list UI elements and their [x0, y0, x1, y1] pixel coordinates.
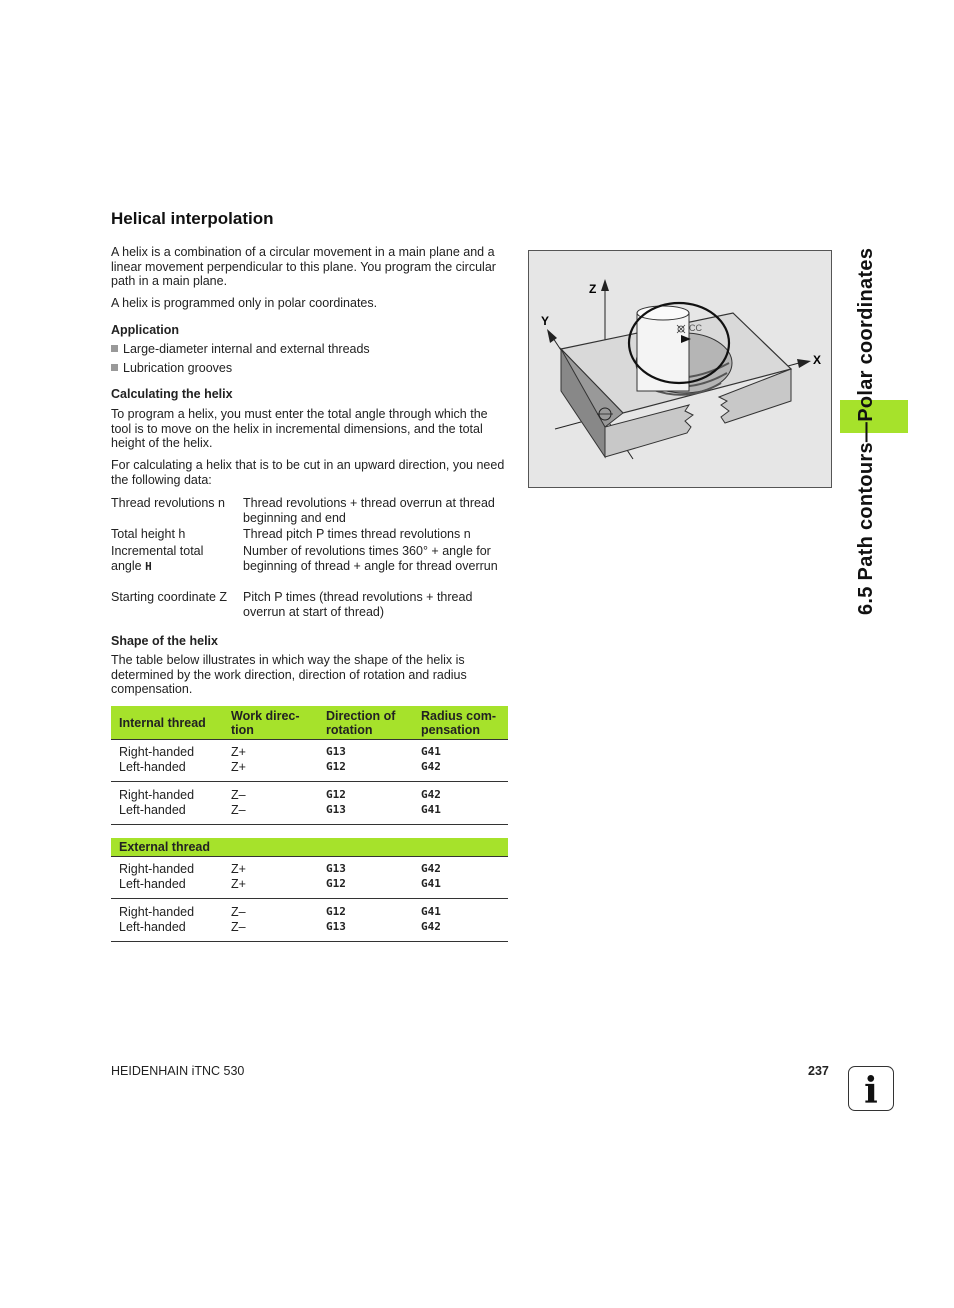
- list-item: Large-diameter internal and external threads: [111, 342, 370, 356]
- axis-label-x: X: [813, 353, 822, 367]
- external-thread-table: [111, 838, 508, 942]
- col-header: External thread: [111, 838, 508, 857]
- def-term: Total height h: [111, 527, 186, 541]
- col-header: Radius com- pensation: [413, 706, 508, 740]
- col-header: Work direc- tion: [223, 706, 318, 740]
- bullet-square-icon: [111, 345, 118, 352]
- col-header: Internal thread: [111, 706, 223, 740]
- def-description: Thread pitch P times thread revolutions n: [243, 527, 471, 541]
- helix-illustration: [529, 251, 831, 487]
- section-title: Helical interpolation: [111, 209, 274, 228]
- table-row: Right-handed Left-handed Z– Z– G12 G13 G42 G41: [111, 782, 508, 825]
- application-heading: Application: [111, 323, 180, 337]
- axis-label-y: Y: [541, 314, 550, 328]
- def-description: Number of revolutions times 360° + angle for beginning of thread + angle for thread overrun: [243, 544, 498, 573]
- def-term: Incremental total angle H: [111, 544, 204, 573]
- bullet-square-icon: [111, 364, 118, 371]
- intro-paragraph-2: A helix is programmed only in polar coordinates.: [111, 296, 378, 310]
- shape-paragraph: The table below illustrates in which way the shape of the helix is determined by the work direction, direction of rotation and radius compensation.: [111, 653, 467, 696]
- chapter-title: 6.5 Path contours—Polar coordinates: [855, 247, 877, 615]
- page-number: 237: [808, 1064, 829, 1078]
- def-term: Starting coordinate Z: [111, 590, 228, 604]
- internal-thread-table: [111, 706, 508, 825]
- intro-paragraph-1: A helix is a combination of a circular movement in a main plane and a linear movement perpendicular to this plane. You program the circular path in a main plane.: [111, 245, 496, 288]
- info-icon: [848, 1066, 894, 1111]
- shape-heading: Shape of the helix: [111, 634, 218, 648]
- def-description: Pitch P times (thread revolutions + thread overrun at start of thread): [243, 590, 473, 619]
- def-description: Thread revolutions + thread overrun at thread beginning and end: [243, 496, 495, 525]
- table-row: Right-handed Left-handed Z– Z– G12 G13 G41 G42: [111, 899, 508, 942]
- axis-label-z: Z: [589, 282, 597, 296]
- table-row: Right-handed Left-handed Z+ Z+ G13 G12 G42 G41: [111, 857, 508, 899]
- helix-figure: [528, 250, 832, 488]
- list-item: Lubrication grooves: [111, 361, 232, 375]
- manual-name: HEIDENHAIN iTNC 530: [111, 1064, 245, 1078]
- col-header: Direction of rotation: [318, 706, 413, 740]
- calculating-paragraph-1: To program a helix, you must enter the total angle through which the tool is to move on the helix in incremental dimensions, and the total height of the helix.: [111, 407, 488, 450]
- cc-label: CC: [689, 323, 702, 333]
- table-row: Right-handed Left-handed Z+ Z+ G13 G12 G41 G42: [111, 740, 508, 782]
- calculating-paragraph-2: For calculating a helix that is to be cut in an upward direction, you need the following data:: [111, 458, 505, 487]
- def-term: Thread revolutions n: [111, 496, 225, 510]
- angle-symbol: H: [145, 559, 152, 573]
- svg-text:i: i: [864, 1070, 878, 1110]
- calculating-heading: Calculating the helix: [111, 387, 233, 401]
